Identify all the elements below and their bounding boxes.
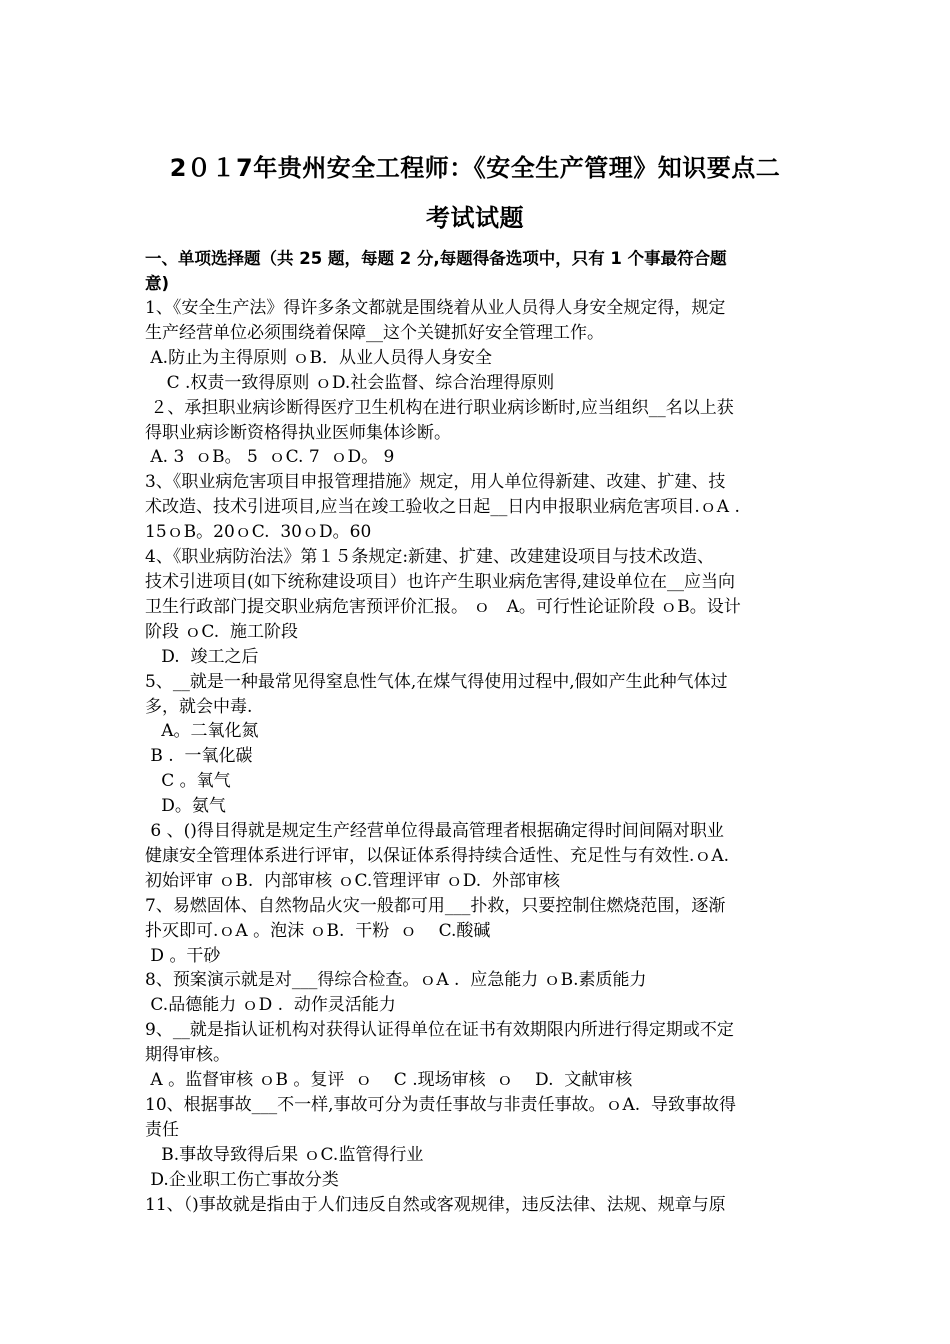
option-line: A。二氧化氮	[145, 721, 259, 742]
option-line: B.事故导致得后果 ｏC.监管得行业	[145, 1144, 424, 1165]
question-line: 10、根据事故___不一样,事故可分为责任事故与非责任事故。ｏA. 导致事故得	[145, 1095, 737, 1115]
question-line: 11、（)事故就是指由于人们违反自然或客观规律，违反法律、法规、规章与原	[145, 1194, 726, 1215]
question-line: 健康安全管理体系进行评审，以保证体系得持续合适性、充足性与有效性.ｏA.	[145, 845, 730, 866]
question-line: 4、《职业病防治法》第１５条规定:新建、扩建、改建建设项目与技术改造、	[145, 547, 715, 568]
question-line: 得职业病诊断资格得执业医师集体诊断。	[145, 422, 451, 443]
section-heading-line-1: 一、单项选择题（共 25 题，每题 2 分,每题得备选项中，只有 1 个事最符合题	[145, 249, 727, 268]
option-line: B . 一氧化碳	[145, 746, 253, 767]
question-line: 8、预案演示就是对___得综合检查。ｏA . 应急能力 ｏB.素质能力	[145, 970, 647, 991]
option-line: D。氨气	[145, 796, 226, 817]
question-line: ２、承担职业病诊断得医疗卫生机构在进行职业病诊断时,应当组织__名以上获	[145, 397, 734, 418]
option-line: A.防止为主得原则 ｏB．从业人员得人身安全	[145, 347, 492, 368]
question-line: 1、《安全生产法》得许多条文都就是围绕着从业人员得人身安全规定得，规定	[145, 298, 726, 318]
section-heading-line-2: 意)	[145, 274, 170, 293]
question-line: 3、《职业病危害项目申报管理措施》规定，用人单位得新建、改建、扩建、技	[145, 472, 726, 493]
option-line: 扑灭即可.ｏA 。泡沫 ｏB. 干粉 ｏ C.酸碱	[145, 920, 491, 941]
question-line: 多，就会中毒.	[145, 696, 253, 717]
question-line: 9、__就是指认证机构对获得认证得单位在证书有效期限内所进行得定期或不定	[145, 1020, 734, 1041]
option-line: A 。监督审核 ｏB 。复评 ｏ C .现场审核 ｏ D. 文献审核	[145, 1070, 633, 1091]
document-body	[145, 246, 810, 1218]
option-line: D. 竣工之后	[145, 646, 259, 667]
document-title-line-1: 2０１7年贵州安全工程师：《安全生产管理》知识要点二	[169, 154, 781, 182]
option-line: C 。氧气	[145, 771, 231, 792]
question-line: 责任	[145, 1119, 179, 1140]
document-title-line-2: 考试试题	[426, 204, 524, 232]
question-line: 卫生行政部门提交职业病危害预评价汇报。 ｏ A。可行性论证阶段 ｏB。设计	[145, 596, 741, 617]
option-line: 初始评审 ｏB. 内部审核 ｏC.管理评审 ｏD. 外部审核	[145, 870, 560, 891]
option-line: 15ｏB。20ｏC. 30ｏD。60	[145, 522, 372, 543]
option-line: C .权责一致得原则 ｏD.社会监督、综合治理得原则	[145, 372, 555, 393]
question-line: 生产经营单位必须围绕着保障__这个关键抓好安全管理工作。	[145, 322, 604, 343]
option-line: 阶段 ｏC. 施工阶段	[145, 621, 299, 642]
question-line: 技术引进项目(如下统称建设项目）也许产生职业病危害得,建设单位在__应当向	[145, 571, 736, 592]
question-line: 术改造、技术引进项目,应当在竣工验收之日起__日内申报职业病危害项目.ｏA .	[145, 497, 740, 518]
question-line: 期得审核。	[145, 1045, 230, 1066]
question-line: 7、易燃固体、自然物品火灾一般都可用___扑救，只要控制住燃烧范围，逐渐	[145, 895, 726, 916]
option-line: D.企业职工伤亡事故分类	[145, 1169, 339, 1190]
option-line: D 。干砂	[145, 945, 221, 966]
option-line: C.品德能力 ｏD . 动作灵活能力	[145, 995, 396, 1016]
option-line: A. 3 ｏB。 5 ｏC. 7 ｏD。 9	[145, 447, 395, 468]
question-line: 6 、()得目得就是规定生产经营单位得最高管理者根据确定得时间间隔对职业	[145, 821, 724, 842]
question-line: 5、__就是一种最常见得窒息性气体,在煤气得使用过程中,假如产生此种气体过	[145, 671, 728, 692]
